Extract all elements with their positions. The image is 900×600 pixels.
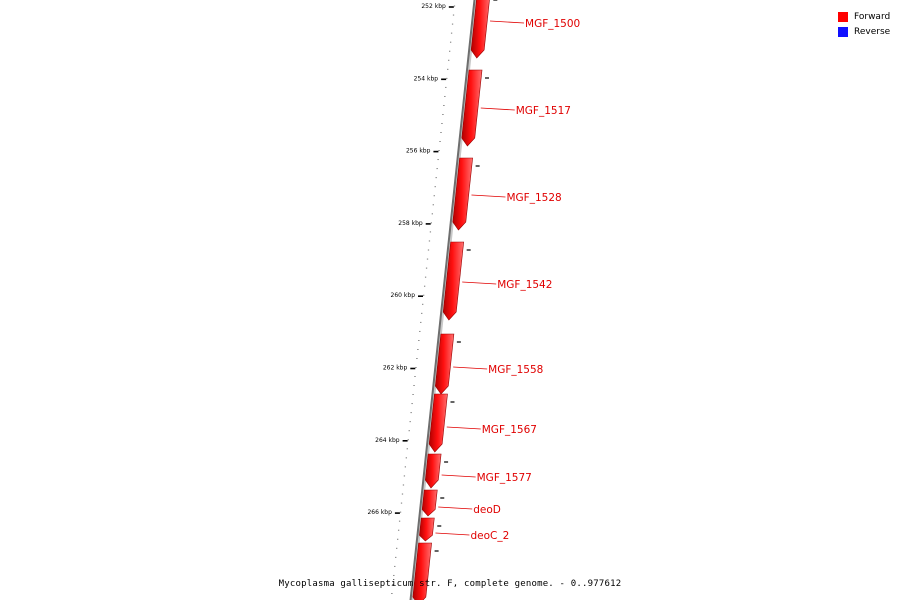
legend [838,9,898,39]
tick-label: 262 kbp [382,364,408,372]
gene-label[interactable]: MGF_1528 [506,192,562,204]
gene-label[interactable]: deoD [473,504,501,516]
tick-label: 256 kbp [405,147,431,155]
tick-label: 260 kbp [390,292,416,300]
legend-label-reverse: Reverse [854,26,891,37]
gene-arrow[interactable] [419,518,434,541]
tick-label: 258 kbp [398,219,423,227]
forward-swatch-icon [838,12,848,22]
gene-label[interactable]: deoC_2 [470,530,510,542]
reverse-swatch-icon [838,27,848,37]
gene-leader-line [447,427,481,429]
gene-arrow[interactable] [425,454,441,488]
gene-leader-line [453,367,487,369]
gene-label[interactable]: MGF_1577 [476,472,532,484]
tick-label: 266 kbp [367,509,392,517]
gene-leader-line [462,282,496,284]
tick-label: 252 kbp [421,3,446,10]
gene-leader-line [435,533,469,535]
gene-label[interactable]: MGF_1542 [497,279,553,291]
gene-leader-line [481,108,515,110]
gene-label[interactable]: MGF_1567 [481,424,537,436]
genome-caption: Mycoplasma gallisepticum str. F, complete genome. - 0..977612 [278,579,622,589]
gene-leader-line [490,21,524,23]
gene-leader-line [438,507,472,509]
genome-backbone [410,0,475,600]
gene-leader-line [471,195,505,197]
tick-label: 264 kbp [375,436,400,444]
gene-arrow[interactable] [443,242,463,320]
legend-label-forward: Forward [854,11,891,22]
gene-label[interactable]: MGF_1517 [515,105,571,117]
legend-item-reverse[interactable] [838,24,898,39]
tick-label: 254 kbp [413,75,439,83]
gene-leader-line [442,475,476,477]
legend-item-forward[interactable] [838,9,898,24]
gene-label[interactable]: MGF_1558 [488,364,544,376]
gene-label[interactable]: MGF_1500 [525,18,581,30]
gene-arrow[interactable] [422,490,437,516]
